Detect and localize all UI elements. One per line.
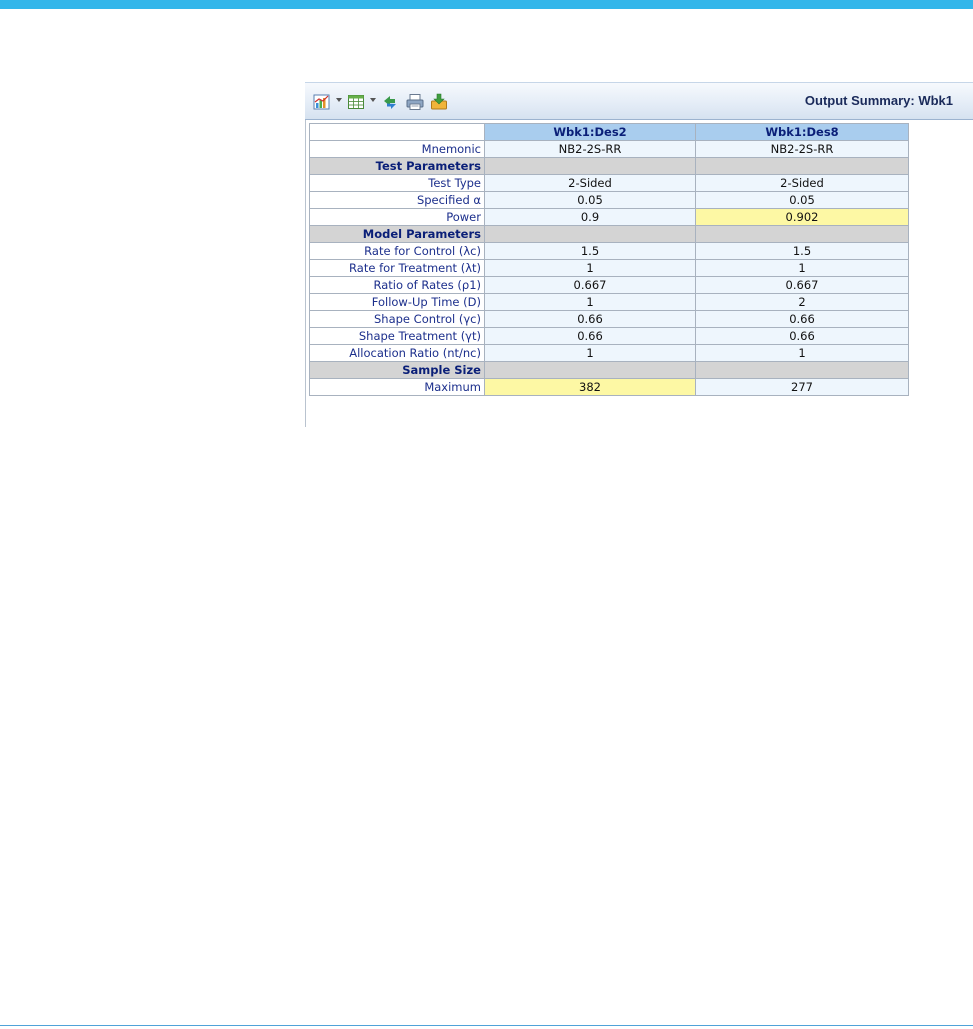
row-label-shape-control: Shape Control (γc) bbox=[310, 311, 485, 328]
section-row-test-parameters bbox=[310, 158, 909, 175]
cell-allocation-ratio-des8[interactable]: 1 bbox=[696, 345, 909, 362]
table-dropdown-caret-icon[interactable] bbox=[370, 98, 376, 102]
table-row bbox=[310, 175, 909, 192]
section-cell bbox=[485, 362, 696, 379]
row-label-rate-control: Rate for Control (λc) bbox=[310, 243, 485, 260]
cell-specified-alpha-des8[interactable]: 0.05 bbox=[696, 192, 909, 209]
cell-mnemonic-des2[interactable]: NB2-2S-RR bbox=[485, 141, 696, 158]
table-row bbox=[310, 243, 909, 260]
cell-specified-alpha-des2[interactable]: 0.05 bbox=[485, 192, 696, 209]
section-label-test-parameters: Test Parameters bbox=[310, 158, 485, 175]
table-row bbox=[310, 209, 909, 226]
cell-shape-control-des8[interactable]: 0.66 bbox=[696, 311, 909, 328]
section-row-sample-size bbox=[310, 362, 909, 379]
cell-shape-treatment-des8[interactable]: 0.66 bbox=[696, 328, 909, 345]
row-label-follow-up: Follow-Up Time (D) bbox=[310, 294, 485, 311]
export-arrows-icon[interactable] bbox=[381, 93, 399, 111]
row-label-maximum: Maximum bbox=[310, 379, 485, 396]
table-row bbox=[310, 294, 909, 311]
cell-shape-treatment-des2[interactable]: 0.66 bbox=[485, 328, 696, 345]
row-label-mnemonic: Mnemonic bbox=[310, 141, 485, 158]
cell-test-type-des8[interactable]: 2-Sided bbox=[696, 175, 909, 192]
row-label-allocation-ratio: Allocation Ratio (nt/nc) bbox=[310, 345, 485, 362]
table-icon[interactable] bbox=[347, 93, 365, 111]
column-header-des8[interactable]: Wbk1:Des8 bbox=[696, 124, 909, 141]
row-label-specified-alpha: Specified α bbox=[310, 192, 485, 209]
table-row bbox=[310, 345, 909, 362]
row-label-test-type: Test Type bbox=[310, 175, 485, 192]
cell-rate-treatment-des2[interactable]: 1 bbox=[485, 260, 696, 277]
row-label-rate-treatment: Rate for Treatment (λt) bbox=[310, 260, 485, 277]
cell-test-type-des2[interactable]: 2-Sided bbox=[485, 175, 696, 192]
cell-ratio-rates-des8[interactable]: 0.667 bbox=[696, 277, 909, 294]
table-row bbox=[310, 192, 909, 209]
output-summary-table bbox=[309, 123, 909, 396]
bottom-divider bbox=[0, 1025, 973, 1026]
section-row-model-parameters bbox=[310, 226, 909, 243]
cell-power-des2[interactable]: 0.9 bbox=[485, 209, 696, 226]
cell-power-des8-highlighted[interactable]: 0.902 bbox=[696, 209, 909, 226]
cell-rate-control-des8[interactable]: 1.5 bbox=[696, 243, 909, 260]
cell-ratio-rates-des2[interactable]: 0.667 bbox=[485, 277, 696, 294]
row-label-ratio-rates: Ratio of Rates (ρ1) bbox=[310, 277, 485, 294]
section-label-model-parameters: Model Parameters bbox=[310, 226, 485, 243]
save-download-icon[interactable] bbox=[430, 93, 448, 111]
cell-shape-control-des2[interactable]: 0.66 bbox=[485, 311, 696, 328]
table-header-row bbox=[310, 124, 909, 141]
output-toolbar bbox=[305, 82, 973, 120]
chart-dropdown-caret-icon[interactable] bbox=[336, 98, 342, 102]
print-icon[interactable] bbox=[405, 93, 425, 111]
section-cell bbox=[696, 158, 909, 175]
cell-follow-up-des8[interactable]: 2 bbox=[696, 294, 909, 311]
section-cell bbox=[696, 226, 909, 243]
cell-maximum-des8[interactable]: 277 bbox=[696, 379, 909, 396]
table-row bbox=[310, 328, 909, 345]
section-label-sample-size: Sample Size bbox=[310, 362, 485, 379]
section-cell bbox=[485, 226, 696, 243]
table-row bbox=[310, 311, 909, 328]
cell-mnemonic-des8[interactable]: NB2-2S-RR bbox=[696, 141, 909, 158]
section-cell bbox=[485, 158, 696, 175]
cell-rate-treatment-des8[interactable]: 1 bbox=[696, 260, 909, 277]
table-row bbox=[310, 260, 909, 277]
table-row bbox=[310, 277, 909, 294]
top-accent-bar bbox=[0, 0, 973, 9]
cell-maximum-des2-highlighted[interactable]: 382 bbox=[485, 379, 696, 396]
chart-icon[interactable] bbox=[313, 93, 331, 111]
table-row bbox=[310, 379, 909, 396]
column-header-des2[interactable]: Wbk1:Des2 bbox=[485, 124, 696, 141]
row-label-shape-treatment: Shape Treatment (γt) bbox=[310, 328, 485, 345]
cell-rate-control-des2[interactable]: 1.5 bbox=[485, 243, 696, 260]
cell-allocation-ratio-des2[interactable]: 1 bbox=[485, 345, 696, 362]
cell-follow-up-des2[interactable]: 1 bbox=[485, 294, 696, 311]
header-corner-cell bbox=[310, 124, 485, 141]
output-summary-title: Output Summary: Wbk1 bbox=[804, 93, 953, 108]
section-cell bbox=[696, 362, 909, 379]
row-label-power: Power bbox=[310, 209, 485, 226]
output-summary-panel bbox=[305, 82, 973, 427]
table-row bbox=[310, 141, 909, 158]
